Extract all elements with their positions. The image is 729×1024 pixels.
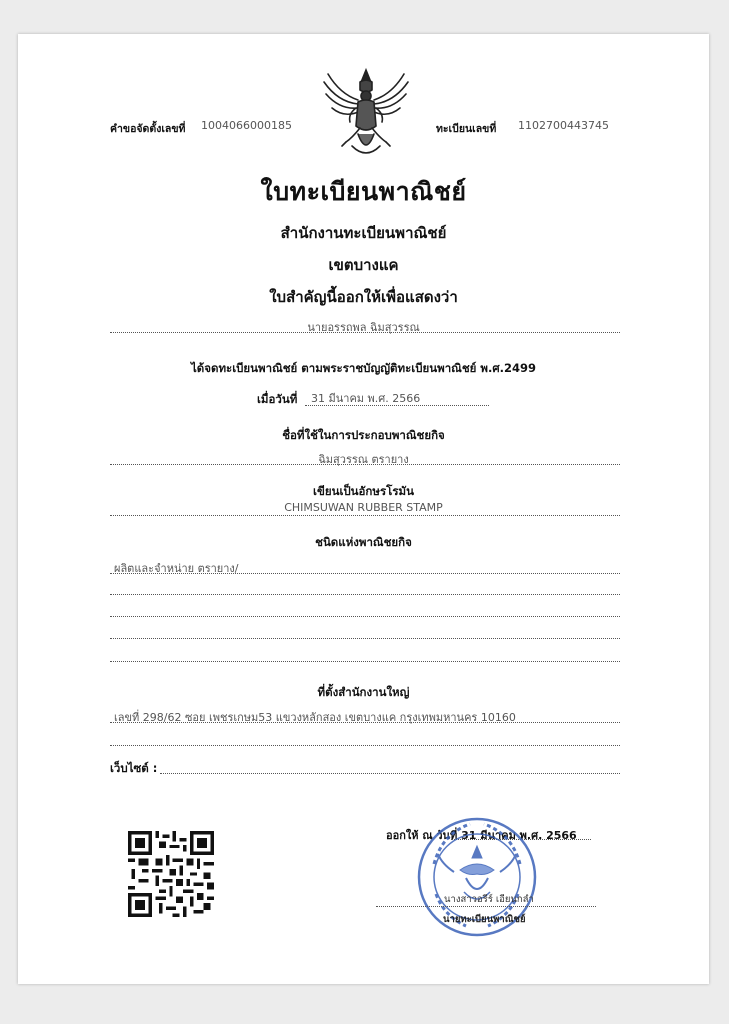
owner-name: นายอรรถพล ฉิมสุวรรณ [307, 321, 420, 334]
registration-date-value: 31 มีนาคม พ.ศ. 2566 [311, 392, 421, 405]
business-type-line-5 [110, 661, 620, 662]
signer-name: นางสาวอรีร์ เอียนกลำ [444, 894, 534, 905]
certificate-sheet [18, 34, 709, 984]
business-type-value: ผลิตและจำหน่าย ตรายาง/ [114, 562, 239, 575]
business-type-line-4 [110, 638, 620, 639]
certifies-statement: ใบสำคัญนี้ออกให้เพื่อแสดงว่า [269, 288, 458, 306]
hq-address-value: เลขที่ 298/62 ซอย เพชรเกษม53 แขวงหลักสอง เขตบางแค กรุงเทพมหานคร 10160 [114, 711, 516, 724]
garuda-emblem-icon [318, 64, 414, 164]
website-line [160, 773, 620, 774]
registered-statement: ได้จดทะเบียนพาณิชย์ ตามพระราชบัญญัติทะเบียนพาณิชย์ พ.ศ.2499 [190, 361, 536, 375]
business-name-label: ชื่อที่ใช้ในการประกอบพาณิชยกิจ [282, 428, 445, 442]
qr-code-icon [128, 831, 214, 917]
hq-address-line-2 [110, 745, 620, 746]
district-name: เขตบางแค [328, 256, 399, 274]
signer-title: นายทะเบียนพาณิชย์ [443, 914, 526, 925]
roman-name-label: เขียนเป็นอักษรโรมัน [313, 484, 414, 498]
request-number-label: คำขอจัดตั้งเลขที่ [110, 123, 186, 135]
request-number-value: 1004066000185 [201, 119, 292, 132]
certificate-title: ใบทะเบียนพาณิชย์ [260, 177, 467, 206]
issued-date-text: ออกให้ ณ วันที่ 31 มีนาคม พ.ศ. 2566 [386, 829, 577, 842]
roman-name-line [110, 515, 620, 516]
hq-address-label: ที่ตั้งสำนักงานใหญ่ [317, 685, 410, 699]
roman-name: CHIMSUWAN RUBBER STAMP [284, 501, 443, 514]
business-type-label: ชนิดแห่งพาณิชยกิจ [315, 535, 412, 549]
website-label: เว็บไซต์ : [110, 761, 158, 775]
business-type-line-3 [110, 616, 620, 617]
registration-date-label: เมื่อวันที่ [257, 392, 298, 406]
registration-number-label: ทะเบียนเลขที่ [436, 123, 497, 135]
office-name: สำนักงานทะเบียนพาณิชย์ [280, 224, 447, 242]
business-name: ฉิมสุวรรณ ตรายาง [318, 453, 409, 466]
business-type-line-2 [110, 594, 620, 595]
registration-number-value: 1102700443745 [518, 119, 609, 132]
